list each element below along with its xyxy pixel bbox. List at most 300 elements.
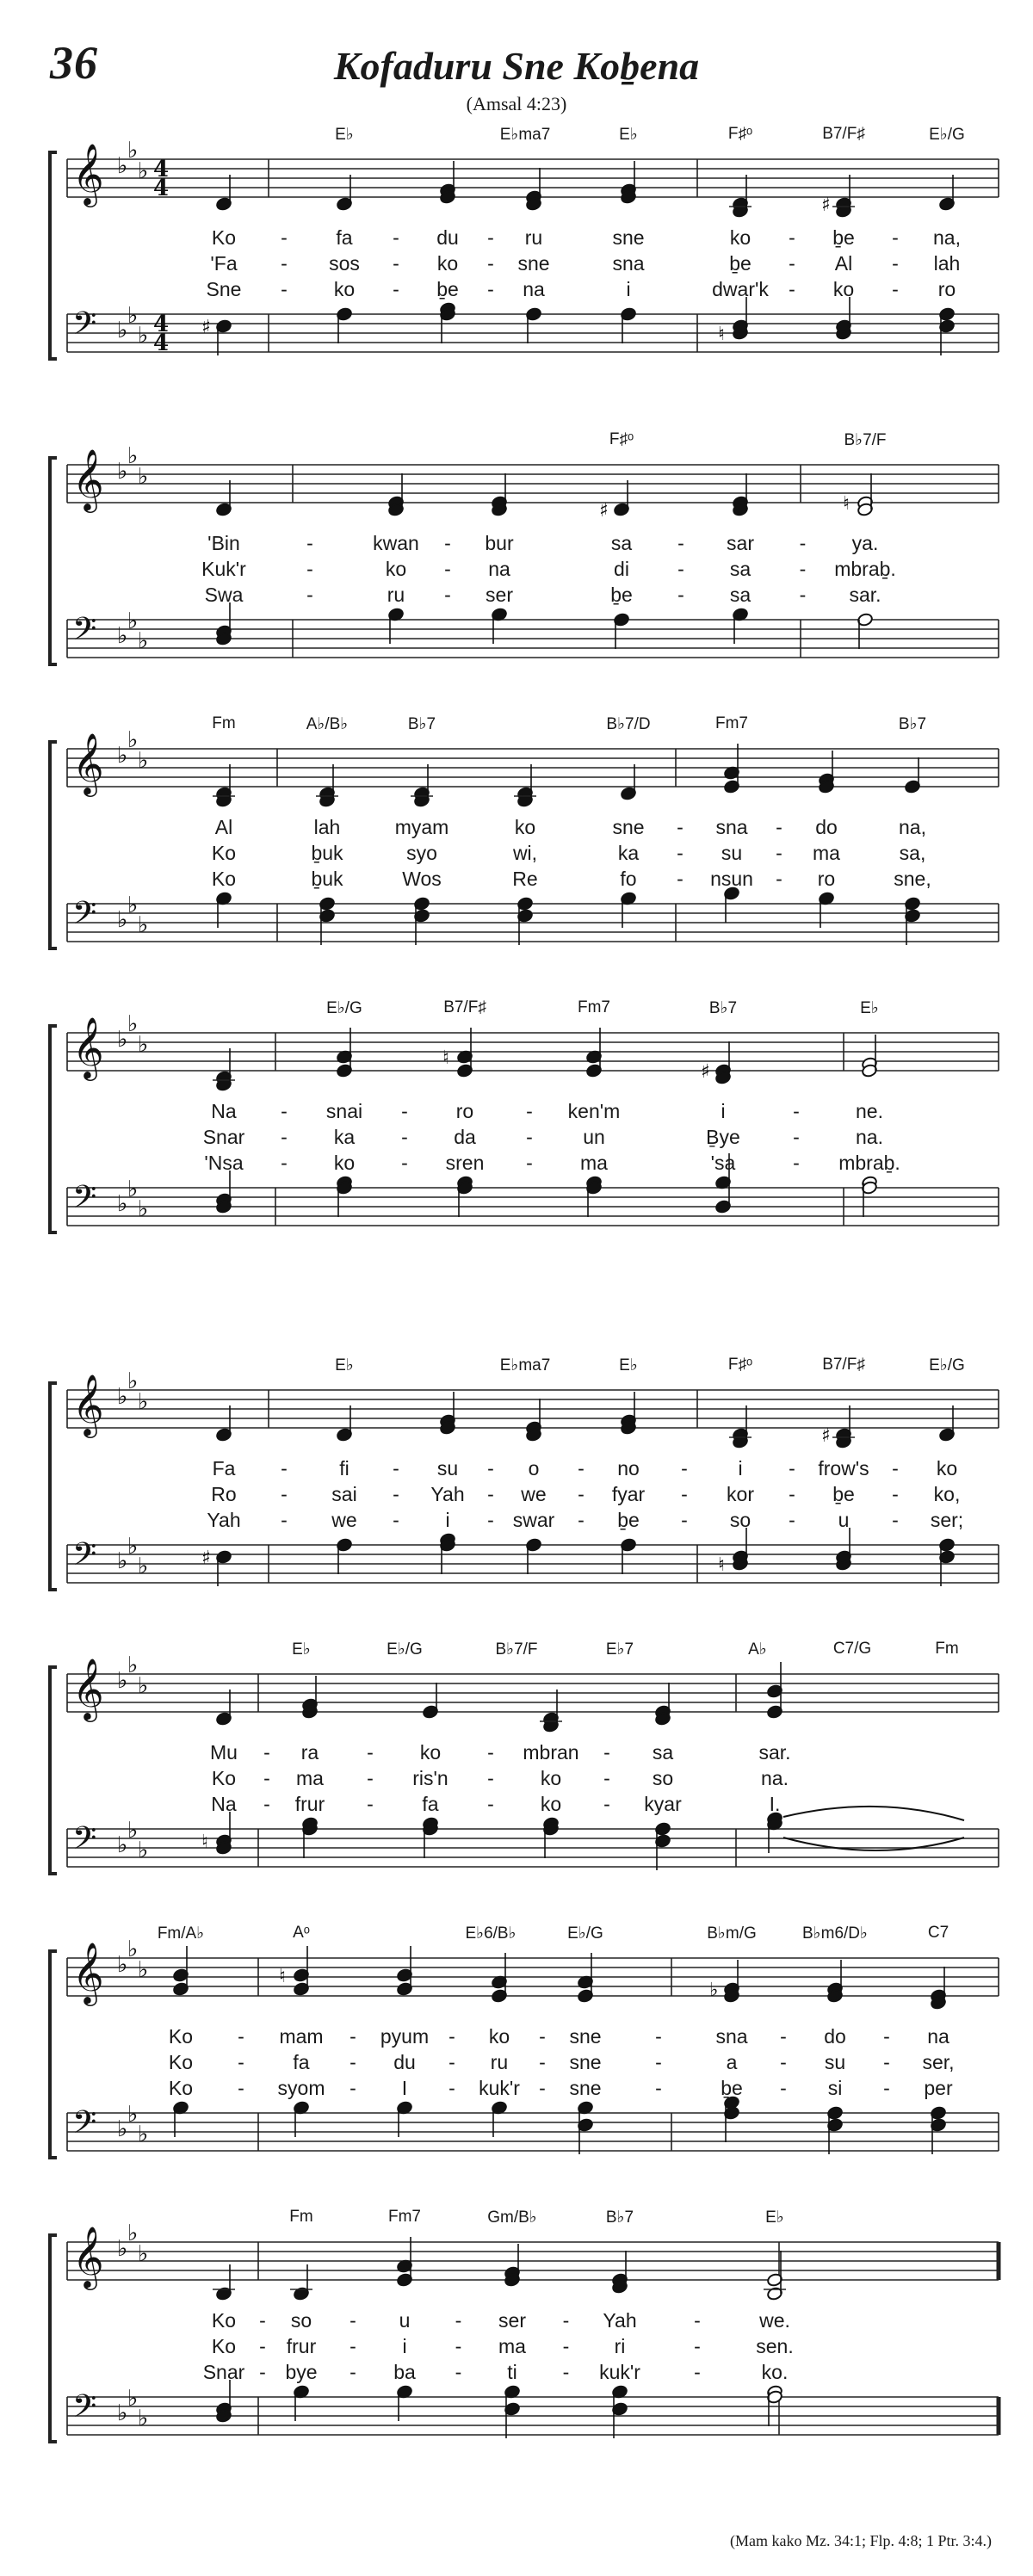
syllable-hyphen: - bbox=[677, 558, 684, 580]
syllable-hyphen: - bbox=[677, 868, 684, 890]
syllable-hyphen: - bbox=[799, 532, 807, 554]
chord-symbol: E♭ bbox=[619, 126, 638, 144]
syllable-hyphen: - bbox=[793, 1100, 800, 1122]
music-system bbox=[43, 430, 999, 697]
syllable-hyphen: - bbox=[401, 1152, 408, 1174]
lyric-verse-3: Ko bbox=[168, 2077, 194, 2099]
syllable-hyphen: - bbox=[448, 2051, 455, 2073]
syllable-hyphen: - bbox=[892, 1483, 899, 1505]
lyric-verse-1: su bbox=[436, 1457, 459, 1480]
syllable-hyphen: - bbox=[263, 1741, 270, 1764]
syllable-hyphen: - bbox=[655, 2077, 662, 2099]
key-flat-icon: ♭ bbox=[117, 1832, 128, 1858]
syllable-hyphen: - bbox=[455, 2335, 462, 2357]
chord-symbol: E♭ bbox=[765, 2208, 784, 2227]
lyric-verse-1: fa bbox=[336, 226, 353, 249]
lyric-verse-3: ko. bbox=[761, 2361, 789, 2383]
lyric-verse-2: so bbox=[652, 1767, 674, 1789]
lyric-verse-3: Sne bbox=[206, 278, 242, 300]
key-flat-icon: ♭ bbox=[127, 727, 139, 753]
bass-clef-icon: 𝄢 bbox=[72, 895, 97, 939]
system-bracket bbox=[50, 742, 57, 948]
lyric-verse-3: ko bbox=[333, 278, 356, 300]
lyric-verse-3: sren bbox=[445, 1152, 485, 1174]
lyric-verse-2: sen. bbox=[756, 2335, 794, 2357]
key-flat-icon: ♭ bbox=[138, 1673, 149, 1699]
lyric-verse-3: ru bbox=[387, 584, 405, 606]
chord-symbol: B♭7 bbox=[708, 999, 738, 1017]
lyric-verse-3: kyar bbox=[644, 1793, 682, 1815]
chord-symbol: F♯ᵒ bbox=[609, 430, 634, 448]
syllable-hyphen: - bbox=[263, 1793, 270, 1815]
lyric-verse-3: ḇe bbox=[610, 584, 633, 606]
syllable-hyphen: - bbox=[238, 2025, 244, 2048]
key-flat-icon: ♭ bbox=[127, 138, 139, 164]
syllable-hyphen: - bbox=[487, 1483, 494, 1505]
syllable-hyphen: - bbox=[780, 2025, 787, 2048]
lyric-verse-2: kor bbox=[727, 1483, 754, 1505]
treble-clef-icon: 𝄞 bbox=[72, 2225, 104, 2288]
syllable-hyphen: - bbox=[281, 278, 288, 300]
music-system bbox=[43, 714, 999, 981]
syllable-hyphen: - bbox=[349, 2361, 356, 2383]
chord-symbol: E♭ma7 bbox=[499, 1356, 551, 1374]
lyric-verse-1: ko bbox=[514, 816, 536, 838]
syllable-hyphen: - bbox=[562, 2335, 570, 2357]
lyric-verse-1: Ko bbox=[168, 2025, 194, 2048]
key-flat-icon: ♭ bbox=[117, 459, 128, 485]
chord-symbol: E♭7 bbox=[605, 1640, 634, 1659]
syllable-hyphen: - bbox=[487, 1457, 494, 1480]
syllable-hyphen: - bbox=[603, 1741, 610, 1764]
key-flat-icon: ♭ bbox=[138, 1032, 149, 1058]
accidental-icon: ♭ bbox=[709, 1980, 719, 2001]
lyric-verse-2: Ko bbox=[211, 842, 237, 864]
lyric-verse-2: wi, bbox=[512, 842, 538, 864]
syllable-hyphen: - bbox=[349, 2051, 356, 2073]
lyric-verse-1: ra bbox=[300, 1741, 319, 1764]
accidental-icon: ♮ bbox=[442, 1047, 449, 1069]
syllable-hyphen: - bbox=[776, 842, 782, 864]
lyric-verse-2: Kuk'r bbox=[201, 558, 246, 580]
lyric-verse-2: mbraḇ. bbox=[834, 558, 896, 580]
lyric-verse-2: ma bbox=[813, 842, 840, 864]
bass-clef-icon: 𝄢 bbox=[72, 1536, 97, 1580]
chord-symbol: Fm/A♭ bbox=[157, 1924, 205, 1943]
lyric-verse-3: bye bbox=[285, 2361, 318, 2383]
bass-clef-icon: 𝄢 bbox=[72, 2104, 97, 2148]
lyric-verse-3: ko bbox=[832, 278, 855, 300]
syllable-hyphen: - bbox=[694, 2335, 701, 2357]
syllable-hyphen: - bbox=[789, 226, 795, 249]
syllable-hyphen: - bbox=[655, 2025, 662, 2048]
lyric-verse-2: ka bbox=[333, 1126, 356, 1148]
lyric-verse-2: a bbox=[726, 2051, 738, 2073]
lyric-verse-1: i bbox=[721, 1100, 726, 1122]
lyric-verse-3: syom bbox=[277, 2077, 325, 2099]
syllable-hyphen: - bbox=[393, 1483, 399, 1505]
syllable-hyphen: - bbox=[401, 1126, 408, 1148]
lyric-verse-2: ko bbox=[436, 252, 459, 275]
lyric-verse-2: sa bbox=[729, 558, 752, 580]
treble-clef-icon: 𝄞 bbox=[72, 732, 104, 794]
lyric-verse-1: 'Bin bbox=[207, 532, 240, 554]
chord-symbol: Fm bbox=[935, 1640, 959, 1658]
lyric-verse-3: ma bbox=[580, 1152, 608, 1174]
chord-symbol: E♭ma7 bbox=[499, 126, 551, 144]
syllable-hyphen: - bbox=[487, 226, 494, 249]
lyric-verse-1: mam bbox=[279, 2025, 324, 2048]
key-flat-icon: ♭ bbox=[117, 2116, 128, 2142]
lyric-verse-3: sne bbox=[569, 2077, 602, 2099]
syllable-hyphen: - bbox=[681, 1509, 688, 1531]
lyric-verse-3: ser bbox=[486, 584, 513, 606]
syllable-hyphen: - bbox=[238, 2077, 244, 2099]
lyric-verse-2: Ko bbox=[211, 1767, 237, 1789]
lyric-verse-3: ḇe bbox=[436, 278, 459, 300]
syllable-hyphen: - bbox=[776, 816, 782, 838]
lyric-verse-2: su bbox=[824, 2051, 846, 2073]
syllable-hyphen: - bbox=[393, 1509, 399, 1531]
lyric-verse-2: da bbox=[454, 1126, 476, 1148]
syllable-hyphen: - bbox=[259, 2309, 266, 2332]
lyric-verse-2: ser, bbox=[922, 2051, 955, 2073]
key-flat-icon: ♭ bbox=[127, 2386, 139, 2412]
lyric-verse-1: no bbox=[617, 1457, 640, 1480]
treble-clef-icon: 𝄞 bbox=[72, 1016, 104, 1078]
lyric-verse-2: sa, bbox=[899, 842, 926, 864]
time-signature-digit: 4 bbox=[153, 157, 170, 182]
lyric-verse-3: dwar'k bbox=[712, 278, 769, 300]
lyric-verse-2: na. bbox=[761, 1767, 789, 1789]
accidental-icon: ♯ bbox=[701, 1061, 710, 1083]
key-flat-icon: ♭ bbox=[117, 153, 128, 179]
lyric-verse-2: sne bbox=[569, 2051, 602, 2073]
chord-symbol: B♭7/D bbox=[606, 715, 651, 733]
syllable-hyphen: - bbox=[694, 2361, 701, 2383]
lyric-verse-3: ro bbox=[817, 868, 836, 890]
lyric-verse-3: kuk'r bbox=[599, 2361, 640, 2383]
syllable-hyphen: - bbox=[789, 278, 795, 300]
lyric-verse-2: na. bbox=[856, 1126, 883, 1148]
chord-symbol: E♭ bbox=[335, 1356, 354, 1374]
accidental-icon: ♯ bbox=[599, 500, 609, 522]
slur bbox=[783, 1807, 964, 1820]
syllable-hyphen: - bbox=[789, 1457, 795, 1480]
lyric-verse-1: Ko bbox=[211, 2309, 237, 2332]
lyric-verse-3: I. bbox=[769, 1793, 781, 1815]
syllable-hyphen: - bbox=[655, 2051, 662, 2073]
lyric-verse-1: na, bbox=[933, 226, 961, 249]
syllable-hyphen: - bbox=[789, 1483, 795, 1505]
lyric-verse-3: frur bbox=[294, 1793, 325, 1815]
lyric-verse-3: ko bbox=[333, 1152, 356, 1174]
footnote: (Mam kako Mz. 34:1; Flp. 4:8; 1 Ptr. 3:4.) bbox=[730, 2532, 992, 2549]
lyric-verse-2: ko bbox=[385, 558, 407, 580]
treble-clef-icon: 𝄞 bbox=[72, 1657, 104, 1720]
lyric-verse-3: sne, bbox=[894, 868, 931, 890]
lyric-verse-3: ti bbox=[507, 2361, 517, 2383]
lyric-verse-2: Ḇye bbox=[706, 1126, 740, 1148]
lyric-verse-1: ne. bbox=[856, 1100, 883, 1122]
syllable-hyphen: - bbox=[603, 1793, 610, 1815]
chord-symbol: F♯ᵒ bbox=[727, 125, 753, 143]
syllable-hyphen: - bbox=[487, 1767, 494, 1789]
lyric-verse-3: Wos bbox=[402, 868, 442, 890]
accidental-icon: ♯ bbox=[201, 1547, 211, 1569]
lyric-verse-1: lah bbox=[313, 816, 341, 838]
lyric-verse-1: so bbox=[290, 2309, 312, 2332]
syllable-hyphen: - bbox=[789, 252, 795, 275]
lyric-verse-1: bur bbox=[485, 532, 514, 554]
syllable-hyphen: - bbox=[259, 2335, 266, 2357]
lyric-verse-3: I bbox=[401, 2077, 408, 2099]
chord-symbol: B♭7 bbox=[898, 715, 927, 733]
lyric-verse-1: mbran bbox=[523, 1741, 579, 1764]
chord-symbol: E♭/G bbox=[387, 1640, 423, 1659]
lyric-verse-3: si bbox=[827, 2077, 843, 2099]
chord-symbol: E♭ bbox=[335, 126, 354, 144]
music-system bbox=[43, 2208, 999, 2474]
syllable-hyphen: - bbox=[539, 2025, 546, 2048]
lyric-verse-1: ko bbox=[488, 2025, 510, 2048]
lyric-verse-3: ser; bbox=[930, 1509, 964, 1531]
syllable-hyphen: - bbox=[238, 2051, 244, 2073]
lyric-verse-1: Yah bbox=[603, 2309, 637, 2332]
time-signature-digit: 4 bbox=[153, 176, 170, 201]
syllable-hyphen: - bbox=[487, 252, 494, 275]
key-flat-icon: ♭ bbox=[117, 1548, 128, 1574]
lyric-verse-1: myam bbox=[394, 816, 449, 838]
lyric-verse-3: kuk'r bbox=[479, 2077, 520, 2099]
lyric-verse-2: ḇe bbox=[832, 1483, 855, 1505]
lyric-verse-1: kwan bbox=[373, 532, 419, 554]
lyric-verse-3: ro bbox=[937, 278, 956, 300]
lyric-verse-1: ya. bbox=[851, 532, 879, 554]
lyric-verse-2: du bbox=[393, 2051, 416, 2073]
lyric-verse-2: Snar bbox=[202, 1126, 245, 1148]
staff-graphics bbox=[43, 1640, 999, 1906]
lyric-verse-3: fa bbox=[422, 1793, 439, 1815]
chord-symbol: E♭6/B♭ bbox=[465, 1924, 516, 1943]
syllable-hyphen: - bbox=[562, 2309, 570, 2332]
lyric-verse-1: Fa bbox=[212, 1457, 236, 1480]
key-flat-icon: ♭ bbox=[117, 2400, 128, 2426]
music-system bbox=[43, 1356, 999, 1622]
syllable-hyphen: - bbox=[789, 1509, 795, 1531]
lyric-verse-1: Na bbox=[211, 1100, 237, 1122]
lyric-verse-3: u bbox=[838, 1509, 850, 1531]
lyric-verse-1: Mu bbox=[210, 1741, 238, 1764]
key-flat-icon: ♭ bbox=[127, 1652, 139, 1678]
chord-symbol: B♭7 bbox=[605, 2208, 634, 2227]
lyric-verse-2: syo bbox=[406, 842, 437, 864]
lyric-verse-2: lah bbox=[933, 252, 961, 275]
syllable-hyphen: - bbox=[526, 1152, 533, 1174]
lyric-verse-3: Re bbox=[512, 868, 538, 890]
key-flat-icon: ♭ bbox=[138, 1957, 149, 1983]
music-system bbox=[43, 1924, 999, 2190]
lyric-verse-2: ḇe bbox=[729, 252, 752, 275]
lyric-verse-3: so bbox=[729, 1509, 752, 1531]
treble-clef-icon: 𝄞 bbox=[72, 448, 104, 510]
lyric-verse-1: du bbox=[436, 226, 459, 249]
syllable-hyphen: - bbox=[883, 2025, 890, 2048]
lyric-verse-3: per bbox=[924, 2077, 953, 2099]
lyric-verse-2: un bbox=[583, 1126, 605, 1148]
key-flat-icon: ♭ bbox=[138, 748, 149, 774]
key-flat-icon: ♭ bbox=[127, 1177, 139, 1202]
lyric-verse-3: mbraḇ. bbox=[838, 1152, 900, 1174]
accidental-icon: ♮ bbox=[718, 1554, 725, 1576]
lyric-verse-3: i bbox=[445, 1509, 450, 1531]
lyric-verse-2: Ro bbox=[211, 1483, 237, 1505]
slur bbox=[783, 1838, 964, 1850]
lyric-verse-1: na, bbox=[899, 816, 926, 838]
hymn-number: 36 bbox=[50, 37, 98, 89]
system-bracket bbox=[50, 1026, 57, 1232]
key-flat-icon: ♭ bbox=[127, 1011, 139, 1037]
lyric-verse-3: nsun bbox=[710, 868, 753, 890]
lyric-verse-2: su bbox=[721, 842, 743, 864]
chord-symbol: B♭7/F bbox=[844, 431, 887, 449]
lyric-verse-2: ris'n bbox=[412, 1767, 448, 1789]
lyric-verse-1: ro bbox=[455, 1100, 474, 1122]
accidental-icon: ♮ bbox=[718, 324, 725, 345]
lyric-verse-2: sne bbox=[517, 252, 550, 275]
lyric-verse-3: Na bbox=[211, 1793, 237, 1815]
syllable-hyphen: - bbox=[487, 1509, 494, 1531]
syllable-hyphen: - bbox=[393, 278, 399, 300]
syllable-hyphen: - bbox=[562, 2361, 570, 2383]
syllable-hyphen: - bbox=[780, 2051, 787, 2073]
chord-symbol: E♭/G bbox=[326, 999, 362, 1017]
syllable-hyphen: - bbox=[776, 868, 782, 890]
syllable-hyphen: - bbox=[487, 1741, 494, 1764]
syllable-hyphen: - bbox=[681, 1483, 688, 1505]
lyric-verse-3: ba bbox=[393, 2361, 416, 2383]
lyric-verse-1: sne bbox=[612, 226, 645, 249]
syllable-hyphen: - bbox=[281, 1483, 288, 1505]
lyric-verse-1: snai bbox=[325, 1100, 363, 1122]
chord-symbol: E♭/G bbox=[567, 1924, 603, 1943]
syllable-hyphen: - bbox=[393, 1457, 399, 1480]
lyric-verse-1: ru bbox=[524, 226, 543, 249]
lyric-verse-1: sna bbox=[715, 2025, 748, 2048]
syllable-hyphen: - bbox=[259, 2361, 266, 2383]
key-flat-icon: ♭ bbox=[117, 623, 128, 649]
key-flat-icon: ♭ bbox=[138, 628, 149, 654]
syllable-hyphen: - bbox=[349, 2025, 356, 2048]
syllable-hyphen: - bbox=[578, 1509, 585, 1531]
lyric-verse-1: sar bbox=[727, 532, 754, 554]
chord-symbol: C7/G bbox=[832, 1640, 872, 1658]
syllable-hyphen: - bbox=[349, 2309, 356, 2332]
syllable-hyphen: - bbox=[393, 226, 399, 249]
syllable-hyphen: - bbox=[780, 2077, 787, 2099]
syllable-hyphen: - bbox=[281, 1152, 288, 1174]
chord-symbol: B7/F♯ bbox=[822, 125, 865, 143]
syllable-hyphen: - bbox=[677, 842, 684, 864]
key-flat-icon: ♭ bbox=[127, 2221, 139, 2246]
lyric-verse-1: fi bbox=[339, 1457, 349, 1480]
key-flat-icon: ♭ bbox=[127, 303, 139, 329]
lyric-verse-3: ḇuk bbox=[311, 868, 343, 890]
time-signature-digit: 4 bbox=[153, 330, 170, 356]
chord-symbol: B7/F♯ bbox=[443, 998, 486, 1016]
key-flat-icon: ♭ bbox=[138, 2241, 149, 2267]
syllable-hyphen: - bbox=[444, 558, 451, 580]
accidental-icon: ♯ bbox=[821, 1425, 831, 1447]
lyric-verse-2: Ko bbox=[168, 2051, 194, 2073]
lyric-verse-3: ko bbox=[540, 1793, 562, 1815]
key-flat-icon: ♭ bbox=[138, 1838, 149, 1863]
accidental-icon: ♮ bbox=[279, 1966, 286, 1987]
lyric-verse-1: sne bbox=[569, 2025, 602, 2048]
lyric-verse-2: i bbox=[402, 2335, 407, 2357]
lyric-verse-2: ka bbox=[617, 842, 640, 864]
lyric-verse-2: na bbox=[488, 558, 510, 580]
lyric-verse-1: pyum bbox=[380, 2025, 430, 2048]
syllable-hyphen: - bbox=[281, 1126, 288, 1148]
syllable-hyphen: - bbox=[487, 278, 494, 300]
lyric-verse-1: frow's bbox=[818, 1457, 869, 1480]
lyric-verse-1: ser bbox=[498, 2309, 526, 2332]
bass-clef-icon: 𝄢 bbox=[72, 306, 97, 349]
syllable-hyphen: - bbox=[281, 1100, 288, 1122]
syllable-hyphen: - bbox=[799, 584, 807, 606]
syllable-hyphen: - bbox=[578, 1457, 585, 1480]
key-flat-icon: ♭ bbox=[138, 1389, 149, 1415]
syllable-hyphen: - bbox=[281, 1509, 288, 1531]
chord-symbol: E♭ bbox=[292, 1640, 311, 1659]
syllable-hyphen: - bbox=[444, 532, 451, 554]
lyric-verse-2: ḇuk bbox=[311, 842, 343, 864]
lyric-verse-1: ko bbox=[936, 1457, 958, 1480]
chord-symbol: B7/F♯ bbox=[822, 1356, 865, 1374]
lyric-verse-2: frur bbox=[286, 2335, 317, 2357]
key-flat-icon: ♭ bbox=[127, 608, 139, 634]
lyric-verse-2: Ko bbox=[211, 2335, 237, 2357]
syllable-hyphen: - bbox=[799, 558, 807, 580]
key-flat-icon: ♭ bbox=[138, 2122, 149, 2147]
chord-symbol: A♭/B♭ bbox=[306, 715, 349, 733]
accidental-icon: ♮ bbox=[843, 493, 850, 515]
syllable-hyphen: - bbox=[677, 532, 684, 554]
lyric-verse-1: ko bbox=[419, 1741, 442, 1764]
syllable-hyphen: - bbox=[281, 1457, 288, 1480]
key-flat-icon: ♭ bbox=[117, 1027, 128, 1053]
lyric-verse-3: we bbox=[331, 1509, 357, 1531]
syllable-hyphen: - bbox=[401, 1100, 408, 1122]
lyric-verse-1: ḇe bbox=[832, 226, 855, 249]
syllable-hyphen: - bbox=[677, 584, 684, 606]
key-flat-icon: ♭ bbox=[127, 2102, 139, 2128]
lyric-verse-3: Snar bbox=[202, 2361, 245, 2383]
bass-clef-icon: 𝄢 bbox=[72, 611, 97, 655]
syllable-hyphen: - bbox=[367, 1741, 374, 1764]
lyric-verse-2: Yah bbox=[430, 1483, 465, 1505]
chord-symbol: E♭/G bbox=[929, 1356, 965, 1374]
syllable-hyphen: - bbox=[892, 226, 899, 249]
chord-symbol: B♭m6/D♭ bbox=[802, 1924, 868, 1943]
key-flat-icon: ♭ bbox=[117, 1384, 128, 1410]
lyric-verse-2: 'Fa bbox=[210, 252, 238, 275]
hymn-reference: (Amsal 4:23) bbox=[466, 93, 567, 114]
key-flat-icon: ♭ bbox=[138, 158, 149, 184]
syllable-hyphen: - bbox=[263, 1767, 270, 1789]
key-flat-icon: ♭ bbox=[138, 2406, 149, 2431]
